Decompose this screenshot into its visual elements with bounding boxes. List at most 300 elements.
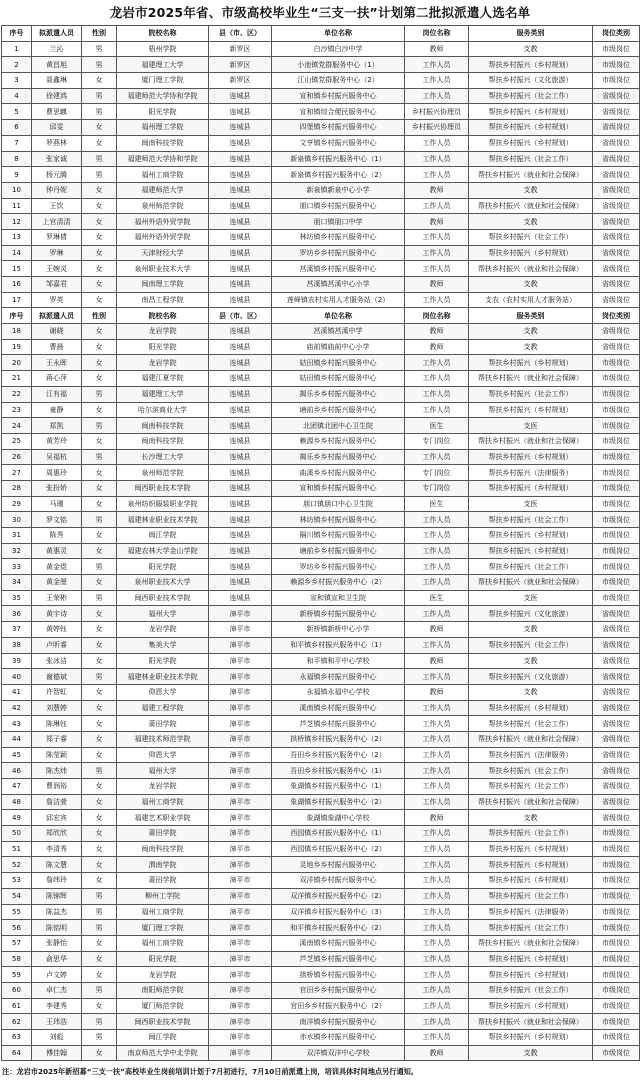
cell-position: 工作人员 <box>405 512 469 528</box>
cell-gender: 女 <box>82 935 117 951</box>
cell-name: 陈锦辉 <box>32 888 82 904</box>
cell-post-level: 省级岗位 <box>593 229 640 245</box>
cell-post-level: 市级岗位 <box>593 41 640 57</box>
table-row <box>2 1030 640 1046</box>
table-body <box>2 26 640 1061</box>
cell-gender: 男 <box>82 104 117 120</box>
cell-unit: 灵地乡乡村振兴服务中心 <box>272 857 405 873</box>
cell-post-level: 市级岗位 <box>593 449 640 465</box>
cell-school: 龙岩学院 <box>117 324 209 340</box>
cell-gender: 男 <box>82 904 117 920</box>
cell-county: 漳平市 <box>209 998 272 1014</box>
cell-county: 连城县 <box>209 528 272 544</box>
cell-name: 周惠玲 <box>32 465 82 481</box>
cell-name: 邱雯 <box>32 120 82 136</box>
cell-gender: 女 <box>82 998 117 1014</box>
cell-name: 陈益杰 <box>32 904 82 920</box>
cell-post-level: 省级岗位 <box>593 731 640 747</box>
cell-county: 漳平市 <box>209 810 272 826</box>
cell-county: 新罗区 <box>209 57 272 73</box>
cell-gender: 男 <box>82 763 117 779</box>
cell-gender: 女 <box>82 245 117 261</box>
cell-post-level: 市级岗位 <box>593 559 640 575</box>
cell-name: 童静 <box>32 402 82 418</box>
cell-county: 连城县 <box>209 386 272 402</box>
cell-service-type: 帮扶乡村振兴（文化旅游） <box>469 73 593 89</box>
cell-service-type: 帮扶乡村振兴（社会工作） <box>469 559 593 575</box>
cell-gender: 女 <box>82 873 117 889</box>
table-row <box>2 355 640 371</box>
cell-position: 工作人员 <box>405 449 469 465</box>
table-row <box>2 935 640 951</box>
table-row <box>2 151 640 167</box>
cell-school: 集美大学 <box>117 637 209 653</box>
cell-name: 陈莹颖 <box>32 747 82 763</box>
cell-position: 工作人员 <box>405 794 469 810</box>
cell-gender: 男 <box>82 512 117 528</box>
cell-school: 闽西职业技术学院 <box>117 1014 209 1030</box>
cell-gender: 女 <box>82 684 117 700</box>
cell-service-type: 帮扶乡村振兴（乡村规划） <box>469 951 593 967</box>
cell-county: 新罗区 <box>209 41 272 57</box>
cell-name: 谢晓 <box>32 324 82 340</box>
table-row <box>2 104 640 120</box>
cell-index: 41 <box>2 684 32 700</box>
cell-name: 张扮娇 <box>32 480 82 496</box>
table-row <box>2 135 640 151</box>
cell-school: 福州大学 <box>117 763 209 779</box>
cell-post-level: 省级岗位 <box>593 324 640 340</box>
cell-name: 罗英 <box>32 292 82 308</box>
cell-index: 48 <box>2 794 32 810</box>
cell-county: 漳平市 <box>209 684 272 700</box>
cell-service-type: 帮扶乡村振兴（乡村规划） <box>469 245 593 261</box>
header-school: 院校名称 <box>117 26 209 42</box>
cell-unit: 隔川镇乡村振兴服务中心 <box>272 528 405 544</box>
cell-service-type: 帮扶乡村振兴（乡村规划） <box>469 857 593 873</box>
cell-service-type: 支教 <box>469 810 593 826</box>
cell-position: 教师 <box>405 182 469 198</box>
cell-service-type: 帮扶乡村振兴（乡村规划） <box>469 57 593 73</box>
cell-unit: 永福镇乡村振兴服务中心 <box>272 669 405 685</box>
cell-post-level: 省级岗位 <box>593 810 640 826</box>
cell-unit: 永福镇永福中心学校 <box>272 684 405 700</box>
cell-county: 漳平市 <box>209 747 272 763</box>
cell-position: 专门岗位 <box>405 433 469 449</box>
table-row <box>2 1014 640 1030</box>
cell-gender: 男 <box>82 1030 117 1046</box>
cell-post-level: 市级岗位 <box>593 967 640 983</box>
table-row <box>2 57 640 73</box>
cell-school: 闽南科技学院 <box>117 433 209 449</box>
cell-name: 邹嘉君 <box>32 277 82 293</box>
cell-index: 29 <box>2 496 32 512</box>
header-name: 拟派遣人员 <box>32 26 82 42</box>
table-row <box>2 402 640 418</box>
header-position: 岗位名称 <box>405 26 469 42</box>
header-school: 院校名称 <box>117 308 209 324</box>
cell-index: 32 <box>2 543 32 559</box>
table-row <box>2 857 640 873</box>
cell-school: 厦门理工学院 <box>117 73 209 89</box>
table-row <box>2 449 640 465</box>
cell-position: 医生 <box>405 496 469 512</box>
table-row <box>2 731 640 747</box>
cell-school: 阳光学院 <box>117 951 209 967</box>
cell-service-type: 帮扶乡村振兴（社会工作） <box>469 920 593 936</box>
cell-post-level: 市级岗位 <box>593 1014 640 1030</box>
cell-county: 漳平市 <box>209 669 272 685</box>
header-post-level: 岗位类别 <box>593 308 640 324</box>
cell-post-level: 省级岗位 <box>593 135 640 151</box>
cell-post-level: 市级岗位 <box>593 433 640 449</box>
cell-county: 连城县 <box>209 559 272 575</box>
cell-index: 33 <box>2 559 32 575</box>
cell-service-type: 支教 <box>469 277 593 293</box>
cell-index: 25 <box>2 433 32 449</box>
cell-post-level: 市级岗位 <box>593 1045 640 1061</box>
cell-gender: 女 <box>82 543 117 559</box>
cell-post-level: 市级岗位 <box>593 1030 640 1046</box>
cell-post-level: 省级岗位 <box>593 684 640 700</box>
cell-name: 郑凯 <box>32 418 82 434</box>
cell-name: 王婉灵 <box>32 261 82 277</box>
cell-service-type: 帮扶乡村振兴（社会工作） <box>469 982 593 998</box>
cell-unit: 溪南镇乡村振兴服务中心 <box>272 700 405 716</box>
table-row <box>2 292 640 308</box>
cell-position: 医生 <box>405 418 469 434</box>
cell-gender: 女 <box>82 700 117 716</box>
cell-county: 连城县 <box>209 214 272 230</box>
cell-position: 教师 <box>405 653 469 669</box>
cell-unit: 双洋镇双洋中心学校 <box>272 1045 405 1061</box>
cell-position: 工作人员 <box>405 982 469 998</box>
cell-school: 福建林业职业技术学院 <box>117 669 209 685</box>
cell-county: 漳平市 <box>209 888 272 904</box>
cell-name: 王永晖 <box>32 355 82 371</box>
table-row <box>2 543 640 559</box>
cell-post-level: 省级岗位 <box>593 88 640 104</box>
cell-name: 聂鑫琳 <box>32 73 82 89</box>
cell-index: 54 <box>2 888 32 904</box>
cell-name: 俞思华 <box>32 951 82 967</box>
table-row <box>2 324 640 340</box>
cell-service-type: 帮扶乡村振兴（法律服务） <box>469 465 593 481</box>
cell-gender: 女 <box>82 653 117 669</box>
cell-gender: 女 <box>82 779 117 795</box>
cell-gender: 男 <box>82 888 117 904</box>
cell-unit: 和平镇和平中心学校 <box>272 653 405 669</box>
cell-name: 王饮 <box>32 198 82 214</box>
cell-unit: 南洋镇乡村振兴服务中心 <box>272 1014 405 1030</box>
cell-unit: 官田乡乡村振兴服务中心 <box>272 982 405 998</box>
cell-index: 50 <box>2 826 32 842</box>
cell-index: 12 <box>2 214 32 230</box>
cell-name: 罗燕林 <box>32 135 82 151</box>
cell-county: 漳平市 <box>209 731 272 747</box>
cell-position: 工作人员 <box>405 559 469 575</box>
cell-post-level: 市级岗位 <box>593 857 640 873</box>
cell-post-level: 省级岗位 <box>593 747 640 763</box>
table-header-row-repeat <box>2 308 640 324</box>
cell-gender: 女 <box>82 277 117 293</box>
cell-name: 谢德斌 <box>32 669 82 685</box>
cell-service-type: 帮扶乡村振兴（社会工作） <box>469 637 593 653</box>
cell-index: 30 <box>2 512 32 528</box>
cell-position: 教师 <box>405 214 469 230</box>
cell-post-level: 省级岗位 <box>593 198 640 214</box>
cell-unit: 象湖镇乡村振兴服务中心（2） <box>272 794 405 810</box>
cell-name: 张家诚 <box>32 151 82 167</box>
cell-county: 漳平市 <box>209 920 272 936</box>
cell-service-type: 支医 <box>469 418 593 434</box>
cell-post-level: 市级岗位 <box>593 480 640 496</box>
cell-unit: 赖源乡乡村振兴服务中心（2） <box>272 575 405 591</box>
cell-name: 卢昕睿 <box>32 637 82 653</box>
cell-unit: 新泉镇乡村振兴服务中心（1） <box>272 151 405 167</box>
cell-unit: 双洋镇乡村振兴服务中心 <box>272 873 405 889</box>
cell-index: 14 <box>2 245 32 261</box>
cell-unit: 莒溪镇莒溪中心小学 <box>272 277 405 293</box>
cell-unit: 象湖镇乡村振兴服务中心（1） <box>272 779 405 795</box>
cell-school: 龙岩学院 <box>117 355 209 371</box>
table-row <box>2 418 640 434</box>
table-row <box>2 386 640 402</box>
cell-county: 漳平市 <box>209 794 272 810</box>
cell-service-type: 帮扶乡村振兴（乡村规划） <box>469 135 593 151</box>
cell-post-level: 市级岗位 <box>593 998 640 1014</box>
cell-service-type: 支教 <box>469 1045 593 1061</box>
cell-index: 5 <box>2 104 32 120</box>
cell-gender: 男 <box>82 151 117 167</box>
footnote: 注：龙岩市2025年新招募“三支一扶”高校毕业生岗前培训计划于7月初进行，7月10日前派遣上岗，培训具体时间地点另行通知。 <box>2 1067 419 1077</box>
cell-school: 福建江夏学院 <box>117 371 209 387</box>
cell-name: 陈文慧 <box>32 857 82 873</box>
cell-gender: 男 <box>82 418 117 434</box>
cell-index: 44 <box>2 731 32 747</box>
cell-name: 徐建鸿 <box>32 88 82 104</box>
cell-name: 兰沁 <box>32 41 82 57</box>
cell-unit: 芦芝镇乡村振兴服务中心 <box>272 716 405 732</box>
cell-position: 教师 <box>405 810 469 826</box>
cell-post-level: 省级岗位 <box>593 292 640 308</box>
cell-service-type: 帮扶乡村振兴（就业和社会保障） <box>469 935 593 951</box>
cell-unit: 罗坊乡乡村振兴服务中心 <box>272 559 405 575</box>
cell-county: 连城县 <box>209 433 272 449</box>
cell-name: 詹纬玲 <box>32 873 82 889</box>
table-row <box>2 637 640 653</box>
cell-gender: 女 <box>82 622 117 638</box>
cell-index: 27 <box>2 465 32 481</box>
cell-county: 漳平市 <box>209 967 272 983</box>
table-row <box>2 73 640 89</box>
table-row <box>2 873 640 889</box>
cell-school: 闽南理工学院 <box>117 277 209 293</box>
cell-gender: 男 <box>82 57 117 73</box>
cell-position: 工作人员 <box>405 920 469 936</box>
cell-index: 63 <box>2 1030 32 1046</box>
cell-county: 漳平市 <box>209 1014 272 1030</box>
cell-index: 47 <box>2 779 32 795</box>
cell-position: 工作人员 <box>405 747 469 763</box>
cell-post-level: 省级岗位 <box>593 653 640 669</box>
cell-school: 福州大学 <box>117 606 209 622</box>
cell-post-level: 市级岗位 <box>593 888 640 904</box>
cell-post-level: 省级岗位 <box>593 151 640 167</box>
cell-name: 黄芳玲 <box>32 433 82 449</box>
cell-position: 工作人员 <box>405 888 469 904</box>
cell-post-level: 省级岗位 <box>593 214 640 230</box>
cell-unit: 莲峰镇农村实用人才服务站（2） <box>272 292 405 308</box>
header-service-type: 服务类别 <box>469 26 593 42</box>
cell-index: 24 <box>2 418 32 434</box>
cell-post-level: 省级岗位 <box>593 167 640 183</box>
table-row <box>2 888 640 904</box>
cell-gender: 男 <box>82 386 117 402</box>
cell-school: 阳光学院 <box>117 104 209 120</box>
cell-unit: 姑田镇乡村振兴服务中心 <box>272 355 405 371</box>
cell-service-type: 帮扶乡村振兴（就业和社会保障） <box>469 433 593 449</box>
table-row <box>2 229 640 245</box>
cell-county: 连城县 <box>209 512 272 528</box>
cell-school: 福建林业职业技术学院 <box>117 512 209 528</box>
cell-unit: 新桥镇乡村振兴服务中心 <box>272 606 405 622</box>
cell-school: 柳州工学院 <box>117 888 209 904</box>
cell-county: 连城县 <box>209 339 272 355</box>
cell-post-level: 市级岗位 <box>593 951 640 967</box>
cell-county: 连城县 <box>209 88 272 104</box>
cell-gender: 女 <box>82 841 117 857</box>
cell-index: 4 <box>2 88 32 104</box>
cell-county: 连城县 <box>209 151 272 167</box>
cell-school: 莆田学院 <box>117 826 209 842</box>
cell-school: 福州理工学院 <box>117 120 209 136</box>
header-name: 拟派遣人员 <box>32 308 82 324</box>
cell-gender: 女 <box>82 826 117 842</box>
cell-gender: 女 <box>82 637 117 653</box>
cell-school: 厦门理工学院 <box>117 920 209 936</box>
cell-post-level: 市级岗位 <box>593 465 640 481</box>
cell-index: 20 <box>2 355 32 371</box>
cell-position: 工作人员 <box>405 998 469 1014</box>
cell-index: 7 <box>2 135 32 151</box>
cell-index: 2 <box>2 57 32 73</box>
cell-service-type: 帮扶乡村振兴（社会工作） <box>469 716 593 732</box>
cell-name: 江有福 <box>32 386 82 402</box>
header-unit: 单位名称 <box>272 308 405 324</box>
cell-county: 连城县 <box>209 371 272 387</box>
cell-service-type: 帮扶乡村振兴（乡村规划） <box>469 449 593 465</box>
cell-service-type: 支教 <box>469 324 593 340</box>
cell-index: 17 <box>2 292 32 308</box>
cell-county: 连城县 <box>209 229 272 245</box>
cell-index: 62 <box>2 1014 32 1030</box>
cell-service-type: 帮扶乡村振兴（乡村规划） <box>469 543 593 559</box>
cell-post-level: 省级岗位 <box>593 794 640 810</box>
table-row <box>2 559 640 575</box>
cell-gender: 女 <box>82 528 117 544</box>
cell-position: 工作人员 <box>405 716 469 732</box>
table-row <box>2 339 640 355</box>
table-row <box>2 88 640 104</box>
cell-service-type: 帮扶乡村振兴（就业和社会保障） <box>469 1014 593 1030</box>
cell-unit: 文亨镇乡村振兴服务中心 <box>272 135 405 151</box>
cell-service-type: 帮扶乡村振兴（乡村规划） <box>469 104 593 120</box>
table-row <box>2 41 640 57</box>
cell-gender: 女 <box>82 496 117 512</box>
cell-county: 漳平市 <box>209 653 272 669</box>
cell-index: 13 <box>2 229 32 245</box>
cell-service-type: 支医 <box>469 496 593 512</box>
cell-unit: 朋口镇乡村振兴服务中心 <box>272 198 405 214</box>
cell-service-type: 支教 <box>469 41 593 57</box>
cell-service-type: 帮扶乡村振兴（法律服务） <box>469 904 593 920</box>
cell-gender: 女 <box>82 857 117 873</box>
cell-gender: 男 <box>82 982 117 998</box>
cell-name: 罗琳 <box>32 245 82 261</box>
cell-name: 陈秀 <box>32 528 82 544</box>
cell-name: 郑子睿 <box>32 731 82 747</box>
cell-county: 漳平市 <box>209 935 272 951</box>
cell-position: 工作人员 <box>405 763 469 779</box>
cell-school: 福建农林大学金山学院 <box>117 543 209 559</box>
cell-name: 傅佳翰 <box>32 1045 82 1061</box>
cell-unit: 北团镇北团中心卫生院 <box>272 418 405 434</box>
cell-name: 黄金煜 <box>32 559 82 575</box>
cell-post-level: 市级岗位 <box>593 920 640 936</box>
cell-service-type: 支农（农村实用人才服务站） <box>469 292 593 308</box>
cell-position: 工作人员 <box>405 637 469 653</box>
cell-school: 梧州学院 <box>117 41 209 57</box>
cell-county: 连城县 <box>209 324 272 340</box>
cell-post-level: 市级岗位 <box>593 826 640 842</box>
cell-index: 45 <box>2 747 32 763</box>
cell-index: 40 <box>2 669 32 685</box>
cell-name: 李建秀 <box>32 998 82 1014</box>
cell-gender: 女 <box>82 261 117 277</box>
cell-unit: 塘前乡乡村振兴服务中心 <box>272 543 405 559</box>
cell-county: 漳平市 <box>209 606 272 622</box>
header-county: 县（市、区） <box>209 308 272 324</box>
cell-school: 龙岩学院 <box>117 779 209 795</box>
cell-school: 闽江学院 <box>117 1030 209 1046</box>
cell-position: 工作人员 <box>405 857 469 873</box>
cell-post-level: 省级岗位 <box>593 622 640 638</box>
cell-position: 工作人员 <box>405 151 469 167</box>
cell-name: 刘彪 <box>32 1030 82 1046</box>
cell-position: 工作人员 <box>405 1030 469 1046</box>
cell-gender: 女 <box>82 480 117 496</box>
cell-school: 福建理工大学 <box>117 57 209 73</box>
cell-index: 43 <box>2 716 32 732</box>
cell-gender: 男 <box>82 41 117 57</box>
cell-position: 工作人员 <box>405 88 469 104</box>
cell-gender: 女 <box>82 339 117 355</box>
cell-service-type: 帮扶乡村振兴（就业和社会保障） <box>469 731 593 747</box>
table-row <box>2 167 640 183</box>
cell-service-type: 支教 <box>469 214 593 230</box>
cell-county: 漳平市 <box>209 1045 272 1061</box>
cell-unit: 和平镇乡村振兴服务中心（1） <box>272 637 405 653</box>
cell-position: 专门岗位 <box>405 465 469 481</box>
cell-school: 龙岩学院 <box>117 622 209 638</box>
cell-gender: 女 <box>82 731 117 747</box>
cell-position: 工作人员 <box>405 292 469 308</box>
cell-position: 工作人员 <box>405 841 469 857</box>
cell-index: 34 <box>2 575 32 591</box>
cell-post-level: 省级岗位 <box>593 637 640 653</box>
cell-unit: 朋口镇朋口中学 <box>272 214 405 230</box>
